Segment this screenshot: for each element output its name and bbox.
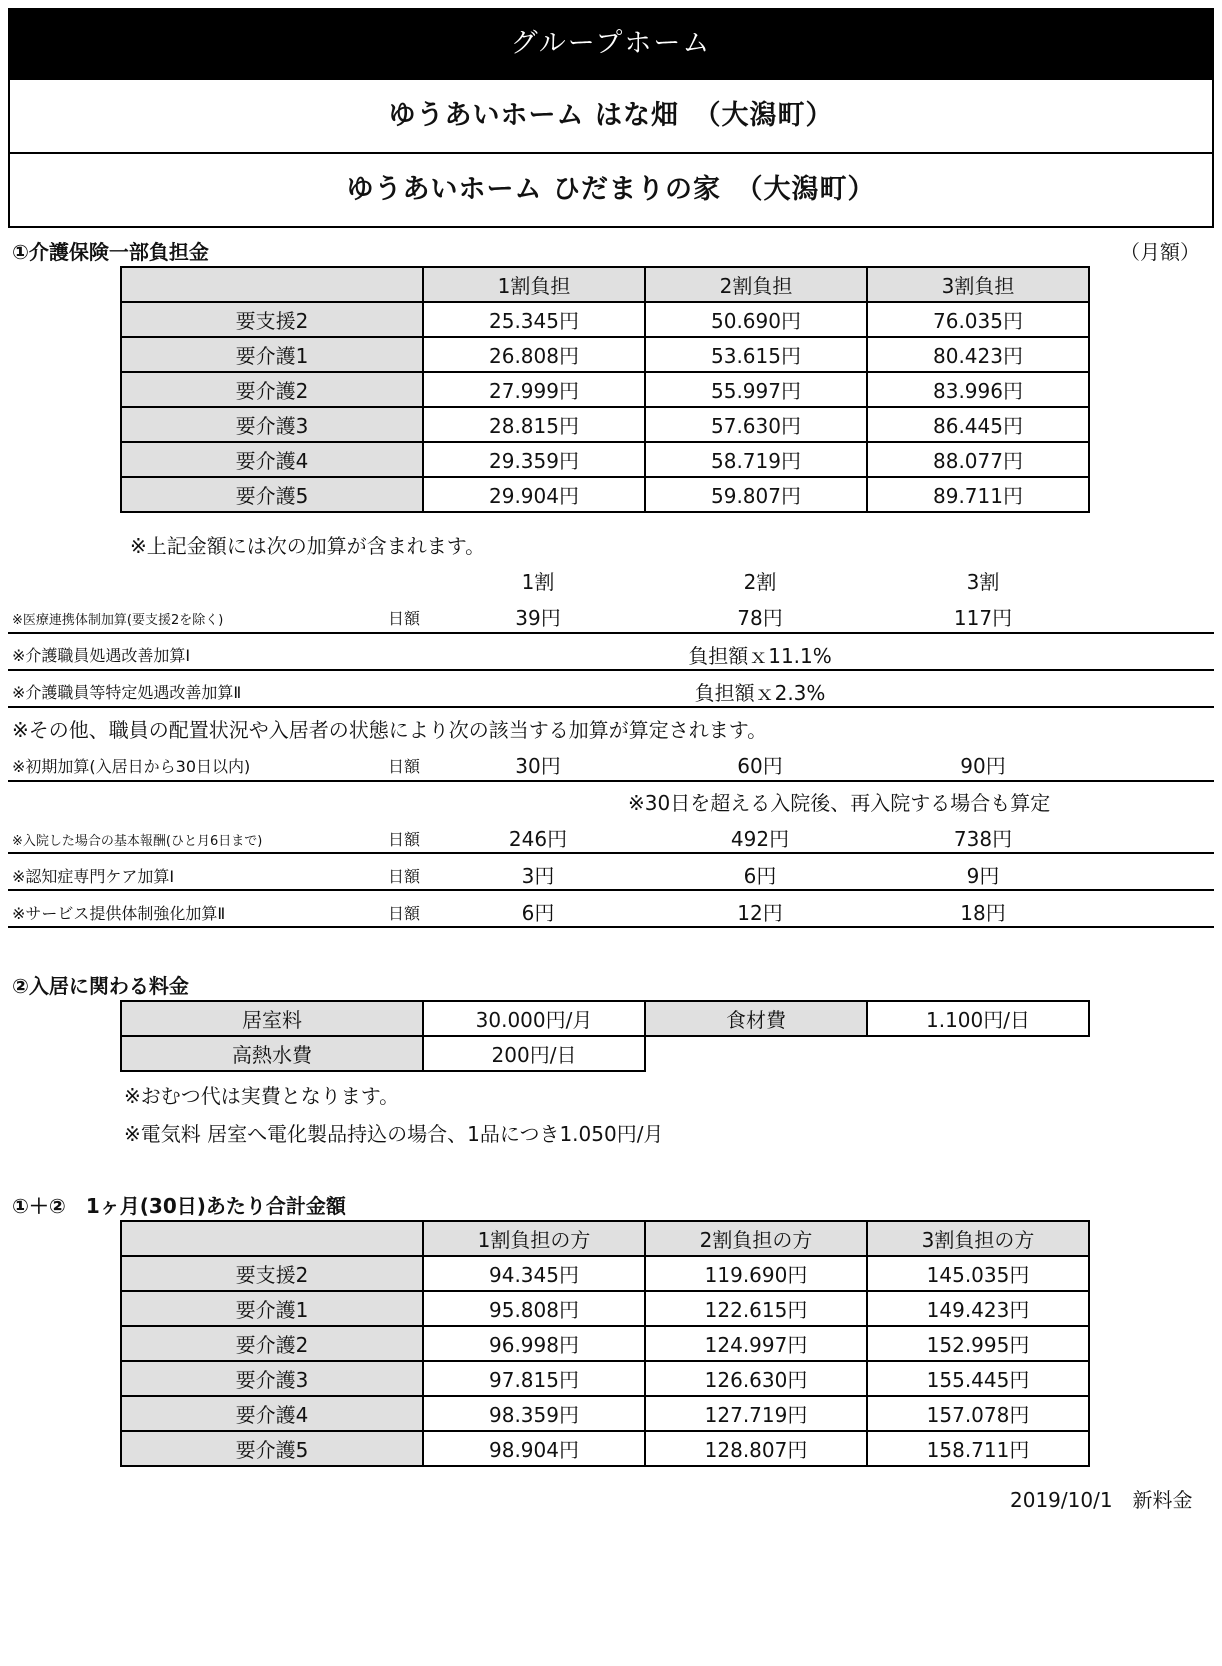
add-service-unit: 日額 [388, 904, 421, 923]
add-staff1-value: 負担額ｘ11.1% [688, 644, 832, 668]
add-dementia-label: ※認知症専門ケア加算Ⅰ [12, 867, 175, 886]
table-row [121, 477, 1089, 512]
row-label: 要介護3 [121, 1361, 423, 1396]
column-header: 1割負担 [423, 267, 645, 302]
cell-value: 128.807円 [645, 1431, 867, 1466]
add-initial-label: ※初期加算(入居日から30日以内) [12, 757, 251, 776]
table-row [121, 1036, 1089, 1071]
add-staff2-value: 負担額ｘ2.3% [694, 681, 826, 705]
cell-value: 97.815円 [423, 1361, 645, 1396]
cell-value: 96.998円 [423, 1326, 645, 1361]
add-medical-v1: 39円 [515, 606, 561, 630]
table-row [121, 1361, 1089, 1396]
heat-value: 200円/日 [423, 1036, 645, 1071]
add-initial-v2: 60円 [737, 754, 783, 778]
column-header: 1割負担の方 [423, 1221, 645, 1256]
add-dementia-v1: 3円 [521, 864, 555, 888]
row-label: 要介護2 [121, 1326, 423, 1361]
cell-value: 119.690円 [645, 1256, 867, 1291]
add-staff2-label: ※介護職員等特定処遇改善加算Ⅱ [12, 683, 242, 702]
note-diaper: ※おむつ代は実費となります。 [124, 1084, 400, 1108]
ratio-header-1: 1割 [521, 570, 555, 594]
add-dementia-v3: 9円 [966, 864, 1000, 888]
column-header: 3割負担の方 [867, 1221, 1089, 1256]
row-label: 要介護5 [121, 1431, 423, 1466]
add-hospital-v1: 246円 [508, 827, 568, 851]
cell-value: 149.423円 [867, 1291, 1089, 1326]
footer-date-note: 2019/10/1 新料金 [1010, 1488, 1193, 1512]
add-medical-label: ※医療連携体制加算(要支援2を除く) [12, 613, 224, 628]
cell-value: 55.997円 [645, 372, 867, 407]
section1-title: ①介護保険一部負担金 [12, 240, 209, 264]
ratio-header-3: 3割 [966, 570, 1000, 594]
empty-cell [867, 1036, 1089, 1071]
section3-title: ①＋② 1ヶ月(30日)あたり合計金額 [12, 1194, 346, 1218]
heat-label: 高熱水費 [121, 1036, 423, 1071]
cell-value: 89.711円 [867, 477, 1089, 512]
column-header: 2割負担の方 [645, 1221, 867, 1256]
cell-value: 127.719円 [645, 1396, 867, 1431]
note-other: ※その他、職員の配置状況や入居者の状態により次の該当する加算が算定されます。 [12, 718, 768, 742]
note-included: ※上記金額には次の加算が含まれます。 [130, 534, 486, 558]
cell-value: 152.995円 [867, 1326, 1089, 1361]
food-value: 1.100円/日 [867, 1001, 1089, 1036]
add-medical-v2: 78円 [737, 606, 783, 630]
cell-value: 83.996円 [867, 372, 1089, 407]
ratio-header-2: 2割 [743, 570, 777, 594]
add-initial-unit: 日額 [388, 757, 421, 776]
table-row [121, 1291, 1089, 1326]
cell-value: 29.359円 [423, 442, 645, 477]
section2-title: ②入居に関わる料金 [12, 974, 189, 998]
header-blank-cell [121, 1221, 423, 1256]
table-row [121, 372, 1089, 407]
row-label: 要支援2 [121, 302, 423, 337]
table-row [121, 1001, 1089, 1036]
add-service-v2: 12円 [737, 901, 783, 925]
add-hospital-label: ※入院した場合の基本報酬(ひと月6日まで) [12, 834, 263, 849]
room-value: 30.000円/月 [423, 1001, 645, 1036]
cell-value: 94.345円 [423, 1256, 645, 1291]
add-service-v3: 18円 [960, 901, 1006, 925]
table-row [121, 442, 1089, 477]
cell-value: 88.077円 [867, 442, 1089, 477]
care-cost-table [120, 266, 1090, 513]
cell-value: 76.035円 [867, 302, 1089, 337]
add-medical-unit: 日額 [388, 609, 421, 628]
row-label: 要介護4 [121, 1396, 423, 1431]
table-row [121, 1431, 1089, 1466]
home-title-2: ゆうあいホーム ひだまりの家 （大潟町） [8, 154, 1214, 228]
row-label: 要支援2 [121, 1256, 423, 1291]
cell-value: 122.615円 [645, 1291, 867, 1326]
add-dementia-v2: 6円 [743, 864, 777, 888]
column-header: 3割負担 [867, 267, 1089, 302]
fees-table [120, 1000, 1090, 1072]
add-initial-v1: 30円 [515, 754, 561, 778]
cell-value: 80.423円 [867, 337, 1089, 372]
table-header-row [121, 1221, 1089, 1256]
cell-value: 25.345円 [423, 302, 645, 337]
column-header: 2割負担 [645, 267, 867, 302]
total-cost-table [120, 1220, 1090, 1467]
row-label: 要介護1 [121, 337, 423, 372]
section1-unit: （月額） [1120, 240, 1200, 264]
cell-value: 124.997円 [645, 1326, 867, 1361]
cell-value: 27.999円 [423, 372, 645, 407]
row-label: 要介護1 [121, 1291, 423, 1326]
cell-value: 98.904円 [423, 1431, 645, 1466]
divider [8, 706, 1214, 708]
note-electric: ※電気料 居室へ電化製品持込の場合、1品につき1.050円/月 [124, 1122, 664, 1146]
divider [8, 926, 1214, 928]
add-hospital-v2: 492円 [730, 827, 790, 851]
cell-value: 53.615円 [645, 337, 867, 372]
divider [8, 852, 1214, 854]
row-label: 要介護5 [121, 477, 423, 512]
table-row [121, 1256, 1089, 1291]
table-row [121, 407, 1089, 442]
add-initial-v3: 90円 [960, 754, 1006, 778]
cell-value: 28.815円 [423, 407, 645, 442]
room-label: 居室料 [121, 1001, 423, 1036]
cell-value: 86.445円 [867, 407, 1089, 442]
category-banner: グループホーム [8, 8, 1214, 80]
table-row [121, 337, 1089, 372]
add-service-label: ※サービス提供体制強化加算Ⅱ [12, 904, 226, 923]
add-dementia-unit: 日額 [388, 867, 421, 886]
food-label: 食材費 [645, 1001, 867, 1036]
add-hospital-unit: 日額 [388, 830, 421, 849]
note-30days: ※30日を超える入院後、再入院する場合も算定 [628, 791, 1051, 815]
add-hospital-v3: 738円 [953, 827, 1013, 851]
divider [8, 889, 1214, 891]
table-header-row [121, 267, 1089, 302]
cell-value: 126.630円 [645, 1361, 867, 1396]
cell-value: 155.445円 [867, 1361, 1089, 1396]
table-row [121, 302, 1089, 337]
cell-value: 98.359円 [423, 1396, 645, 1431]
cell-value: 26.808円 [423, 337, 645, 372]
cell-value: 59.807円 [645, 477, 867, 512]
cell-value: 29.904円 [423, 477, 645, 512]
add-medical-v3: 117円 [953, 606, 1013, 630]
add-staff1-label: ※介護職員処遇改善加算Ⅰ [12, 646, 191, 665]
cell-value: 158.711円 [867, 1431, 1089, 1466]
divider [8, 669, 1214, 671]
row-label: 要介護2 [121, 372, 423, 407]
cell-value: 57.630円 [645, 407, 867, 442]
header-blank-cell [121, 267, 423, 302]
cell-value: 58.719円 [645, 442, 867, 477]
home-title-1: ゆうあいホーム はな畑 （大潟町） [8, 80, 1214, 154]
divider [8, 780, 1214, 782]
table-row [121, 1396, 1089, 1431]
cell-value: 95.808円 [423, 1291, 645, 1326]
add-service-v1: 6円 [521, 901, 555, 925]
cell-value: 157.078円 [867, 1396, 1089, 1431]
cell-value: 50.690円 [645, 302, 867, 337]
cell-value: 145.035円 [867, 1256, 1089, 1291]
row-label: 要介護4 [121, 442, 423, 477]
divider [8, 632, 1214, 634]
empty-cell [645, 1036, 867, 1071]
row-label: 要介護3 [121, 407, 423, 442]
table-row [121, 1326, 1089, 1361]
